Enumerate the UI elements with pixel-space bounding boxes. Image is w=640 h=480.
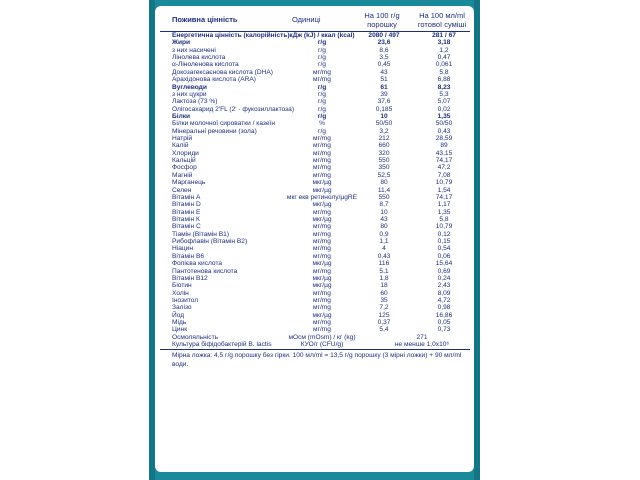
header-per-100g: На 100 г/g порошку xyxy=(364,11,400,29)
table-row xyxy=(160,142,470,149)
unit: г/g xyxy=(318,127,326,135)
table-row xyxy=(160,223,470,230)
value-per-100g: 3,2 xyxy=(379,127,389,135)
nutrient-name: Білки xyxy=(172,112,191,120)
table-row xyxy=(160,120,470,127)
value-per-100ml: 0,73 xyxy=(437,326,451,334)
value-per-100ml: 28,59 xyxy=(435,135,453,143)
unit: мг/mg xyxy=(313,267,331,275)
value-per-100ml: 1,35 xyxy=(437,208,451,216)
unit: мкг/µg xyxy=(312,274,332,282)
value-per-100g: 125 xyxy=(378,311,390,319)
value-per-100g: 8,6 xyxy=(379,46,389,54)
value-per-100g: 0,45 xyxy=(377,61,391,69)
unit: мг/mg xyxy=(313,157,331,165)
value-per-100ml: 74,17 xyxy=(435,193,453,201)
table-row xyxy=(160,334,470,341)
nutrient-name: Мідь xyxy=(172,319,187,327)
unit: г/g xyxy=(317,39,327,47)
value-per-100ml: 1,17 xyxy=(437,201,451,209)
table-row xyxy=(160,61,470,68)
value-per-100g: 61 xyxy=(380,83,388,91)
unit: мг/mg xyxy=(313,296,331,304)
nutrient-name: Вітамін В6 xyxy=(172,252,205,260)
table-row xyxy=(160,128,470,135)
value-per-100g: 80 xyxy=(380,223,388,231)
unit: г/g xyxy=(318,46,326,54)
table-row xyxy=(160,84,470,91)
nutrient-name: Калій xyxy=(172,142,189,150)
table-row xyxy=(160,216,470,223)
value-per-100g: 60 xyxy=(380,289,388,297)
value-per-100ml: 0,06 xyxy=(437,252,451,260)
value-per-100ml: 0,54 xyxy=(437,245,451,253)
unit: мкг/µg xyxy=(312,179,332,187)
table-row xyxy=(160,91,470,98)
value-per-100g: 550 xyxy=(378,157,390,165)
unit: мкг екв ретинолу/µgRE xyxy=(286,193,358,201)
unit: мг/mg xyxy=(313,304,331,312)
unit: мг/mg xyxy=(313,171,331,179)
nutrient-name: Осмоляльність xyxy=(172,333,219,341)
value-per-100ml: 1,54 xyxy=(437,186,451,194)
unit: мг/mg xyxy=(313,164,331,172)
unit: г/g xyxy=(317,112,327,120)
nutrient-name: Лінолева кислота xyxy=(172,54,226,62)
unit: мкг/µg xyxy=(312,201,332,209)
unit: мг/mg xyxy=(313,142,331,150)
table-row xyxy=(160,164,470,171)
table-row xyxy=(160,179,470,186)
table-row xyxy=(160,341,470,348)
value-per-100g: 23,6 xyxy=(377,39,391,47)
table-row xyxy=(160,260,470,267)
table-row xyxy=(160,245,470,252)
table-row xyxy=(160,297,470,304)
value-per-100ml: 16,86 xyxy=(435,311,453,319)
table-row xyxy=(160,172,470,179)
value-per-100ml: 10,79 xyxy=(435,223,453,231)
nutrient-name: Біотин xyxy=(172,282,192,290)
nutrient-name: Вітамін А xyxy=(172,193,201,201)
value-per-100g: 550 xyxy=(378,193,390,201)
value-per-100g: 1,1 xyxy=(379,238,389,246)
value-per-100g: 37,6 xyxy=(377,98,391,106)
header-per-100ml: На 100 мл/ml готової суміші xyxy=(417,11,467,29)
nutrient-name: Фолієва кислота xyxy=(172,260,223,268)
table-header xyxy=(160,8,470,32)
table-row xyxy=(160,157,470,164)
nutrient-name: Вітамін К xyxy=(172,215,200,223)
table-row xyxy=(160,290,470,297)
nutrient-name: з них насичені xyxy=(172,46,216,54)
measuring-spoon-note: Мірна ложка: 4,5 г/g порошку без гірки. 100 мл/ml = 13,5 г/g порошку (3 мірні ложки) + 90 мл/ml води. xyxy=(172,352,462,369)
table-row xyxy=(160,106,470,113)
nutrient-name: Ніацин xyxy=(172,245,193,253)
value-per-100ml: 15,64 xyxy=(435,260,453,268)
nutrient-name: Йод xyxy=(172,311,185,319)
value-per-100g: 11,4 xyxy=(377,186,391,194)
table-row xyxy=(160,231,470,238)
nutrient-name: Вітамін С xyxy=(172,223,201,231)
nutrient-name: Тіамін (Вітамін В1) xyxy=(172,230,230,238)
nutrient-name: Залізо xyxy=(172,304,192,312)
unit: мг/mg xyxy=(313,319,331,327)
value-per-100g: 18 xyxy=(380,282,388,290)
value-per-100ml: 89 xyxy=(440,142,448,150)
unit: мг/mg xyxy=(313,135,331,143)
value-per-100g: 35 xyxy=(380,296,388,304)
unit: мг/mg xyxy=(313,149,331,157)
value-per-100ml: 0,05 xyxy=(437,319,451,327)
value-per-100g: 7,2 xyxy=(379,304,389,312)
value-per-100ml: не менше 1,0x10⁶ xyxy=(394,341,450,349)
value-per-100ml: 5,8 xyxy=(439,215,449,223)
value-per-100g: 51 xyxy=(380,76,388,84)
table-row xyxy=(160,47,470,54)
table-row xyxy=(160,201,470,208)
value-per-100g: 3,5 xyxy=(379,54,389,62)
table-row xyxy=(160,194,470,201)
nutrient-name: Вітамін Е xyxy=(172,208,201,216)
value-per-100ml: 0,24 xyxy=(437,274,451,282)
unit: мг/mg xyxy=(313,230,331,238)
value-per-100g: 320 xyxy=(378,149,390,157)
unit: мкг/µg xyxy=(312,282,332,290)
value-per-100g: 2080 / 497 xyxy=(368,32,400,39)
unit: мг/mg xyxy=(313,68,331,76)
unit: г/g xyxy=(318,98,326,106)
unit: мг/mg xyxy=(313,223,331,231)
nutrient-name: Вуглеводи xyxy=(172,83,207,91)
table-row xyxy=(160,150,470,157)
nutrient-name: Хлориди xyxy=(172,149,199,157)
nutrient-name: Інозитол xyxy=(172,296,199,304)
unit: мОсм (mOsm) / кг (kg) xyxy=(288,333,356,341)
header-nutrient: Поживна цінність xyxy=(172,15,238,24)
value-per-100ml: 5,07 xyxy=(437,98,451,106)
table-row xyxy=(160,319,470,326)
value-per-100g: 43 xyxy=(380,215,388,223)
value-per-100ml: 8,23 xyxy=(437,83,451,91)
unit: мкг/µg xyxy=(312,186,332,194)
value-per-100g: 660 xyxy=(378,142,390,150)
nutrient-name: Лактоза (73 %) xyxy=(172,98,218,106)
table-row xyxy=(160,39,470,46)
nutrient-name: α-Ліноленова кислота xyxy=(172,61,239,69)
value-per-100g: 8,7 xyxy=(379,201,389,209)
value-per-100g: 116 xyxy=(378,260,390,268)
value-per-100ml: 0,43 xyxy=(437,127,451,135)
unit: % xyxy=(319,120,325,128)
value-per-100ml: 6,88 xyxy=(437,76,451,84)
value-per-100g: 4 xyxy=(382,245,386,253)
value-per-100ml: 0,12 xyxy=(437,230,451,238)
table-row xyxy=(160,238,470,245)
unit: г/g xyxy=(318,54,326,62)
value-per-100ml: 281 / 67 xyxy=(432,32,456,39)
value-per-100ml: 2,43 xyxy=(437,282,451,290)
nutrient-name: Жири xyxy=(172,39,191,47)
value-per-100ml: 0,47 xyxy=(437,54,451,62)
value-per-100ml: 0,69 xyxy=(437,267,451,275)
nutrient-name: Натрій xyxy=(172,135,193,143)
header-units: Одиниці xyxy=(292,15,321,24)
value-per-100g: 39 xyxy=(380,90,388,98)
value-per-100g: 0,9 xyxy=(379,230,389,238)
unit: мг/mg xyxy=(313,326,331,334)
nutrient-name: Кальцій xyxy=(172,157,196,165)
unit: мг/mg xyxy=(313,245,331,253)
table-row xyxy=(160,312,470,319)
value-per-100g: 5,4 xyxy=(379,326,389,334)
unit: мг/mg xyxy=(313,76,331,84)
nutrient-name: Магній xyxy=(172,171,193,179)
value-per-100ml: 8,09 xyxy=(437,289,451,297)
value-per-100ml: 50/50 xyxy=(435,120,453,128)
table-row xyxy=(160,304,470,311)
nutrient-name: Мінеральні речовини (зола) xyxy=(172,127,257,135)
value-per-100g: 350 xyxy=(378,164,390,172)
unit: мкг/µg xyxy=(312,260,332,268)
value-per-100g: 1,8 xyxy=(379,274,389,282)
unit: г/g xyxy=(317,83,327,91)
value-per-100g: 10 xyxy=(380,208,388,216)
nutrient-name: Олігосахарид 2'FL (2' - фукозиллактоза) xyxy=(172,105,295,113)
value-per-100ml: 271 xyxy=(416,333,428,341)
value-per-100g: 80 xyxy=(380,179,388,187)
nutrient-name: Цинк xyxy=(172,326,188,334)
unit: мкг/µg xyxy=(312,215,332,223)
table-row xyxy=(160,98,470,105)
value-per-100ml: 43,15 xyxy=(435,149,453,157)
unit: мг/mg xyxy=(313,289,331,297)
value-per-100g: 0,185 xyxy=(375,105,393,113)
unit: мг/mg xyxy=(313,238,331,246)
table-body xyxy=(160,32,470,348)
value-per-100g: 50/50 xyxy=(375,120,393,128)
table-row xyxy=(160,209,470,216)
table-row xyxy=(160,268,470,275)
unit: кДж (kJ) / ккал (kcal) xyxy=(289,32,355,39)
unit: КУО/г (CFU/g) xyxy=(300,341,344,349)
nutrient-name: Селен xyxy=(172,186,192,194)
table-row xyxy=(160,135,470,142)
value-per-100ml: 1,2 xyxy=(439,46,449,54)
nutrient-name: Вітамін В12 xyxy=(172,274,208,282)
value-per-100ml: 1,35 xyxy=(437,112,451,120)
table-row xyxy=(160,282,470,289)
panel-edge-right xyxy=(474,0,480,480)
table-row xyxy=(160,326,470,333)
nutrient-name: Докозагексаєнова кислота (DHA) xyxy=(172,68,273,76)
unit: мг/mg xyxy=(313,208,331,216)
nutrient-name: Культура біфідобактерій B. lactis xyxy=(172,341,272,349)
value-per-100g: 43 xyxy=(380,68,388,76)
nutrient-name: Рибофлавін (Вітамін В2) xyxy=(172,238,248,246)
value-per-100g: 0,43 xyxy=(377,252,391,260)
table-row xyxy=(160,76,470,83)
value-per-100ml: 3,18 xyxy=(437,39,451,47)
value-per-100g: 52,5 xyxy=(377,171,391,179)
value-per-100g: 5,1 xyxy=(379,267,389,275)
unit: г/g xyxy=(318,61,326,69)
nutrient-name: Холін xyxy=(172,289,189,297)
value-per-100ml: 0,02 xyxy=(437,105,451,113)
value-per-100ml: 5,8 xyxy=(439,68,449,76)
nutrient-name: Фосфор xyxy=(172,164,197,172)
value-per-100ml: 0,98 xyxy=(437,304,451,312)
value-per-100g: 10 xyxy=(380,112,388,120)
nutrient-name: з них цукри xyxy=(172,90,207,98)
value-per-100ml: 4,72 xyxy=(437,296,451,304)
value-per-100ml: 5,3 xyxy=(439,90,449,98)
value-per-100ml: 47,2 xyxy=(437,164,451,172)
unit: г/g xyxy=(318,105,326,113)
nutrition-table xyxy=(160,8,470,369)
table-row xyxy=(160,32,470,39)
value-per-100g: 212 xyxy=(378,135,390,143)
value-per-100ml: 10,79 xyxy=(435,179,453,187)
nutrient-name: Пантотенова кислота xyxy=(172,267,238,275)
unit: мкг/µg xyxy=(312,311,332,319)
nutrient-name: Арахідонова кислота (ARA) xyxy=(172,76,256,84)
nutrient-name: Марганець xyxy=(172,179,206,187)
table-row xyxy=(160,187,470,194)
nutrient-name: Білки молочної сироватки / казеїн xyxy=(172,120,276,128)
unit: мг/mg xyxy=(313,252,331,260)
value-per-100ml: 0,061 xyxy=(435,61,453,69)
nutrient-name: Енергетична цінність (калорійність) xyxy=(172,32,290,39)
unit: г/g xyxy=(318,90,326,98)
value-per-100ml: 0,15 xyxy=(437,238,451,246)
table-row xyxy=(160,275,470,282)
nutrient-name: Вітамін D xyxy=(172,201,201,209)
value-per-100ml: 74,17 xyxy=(435,157,453,165)
value-per-100ml: 7,08 xyxy=(437,171,451,179)
value-per-100g: 0,37 xyxy=(377,319,391,327)
